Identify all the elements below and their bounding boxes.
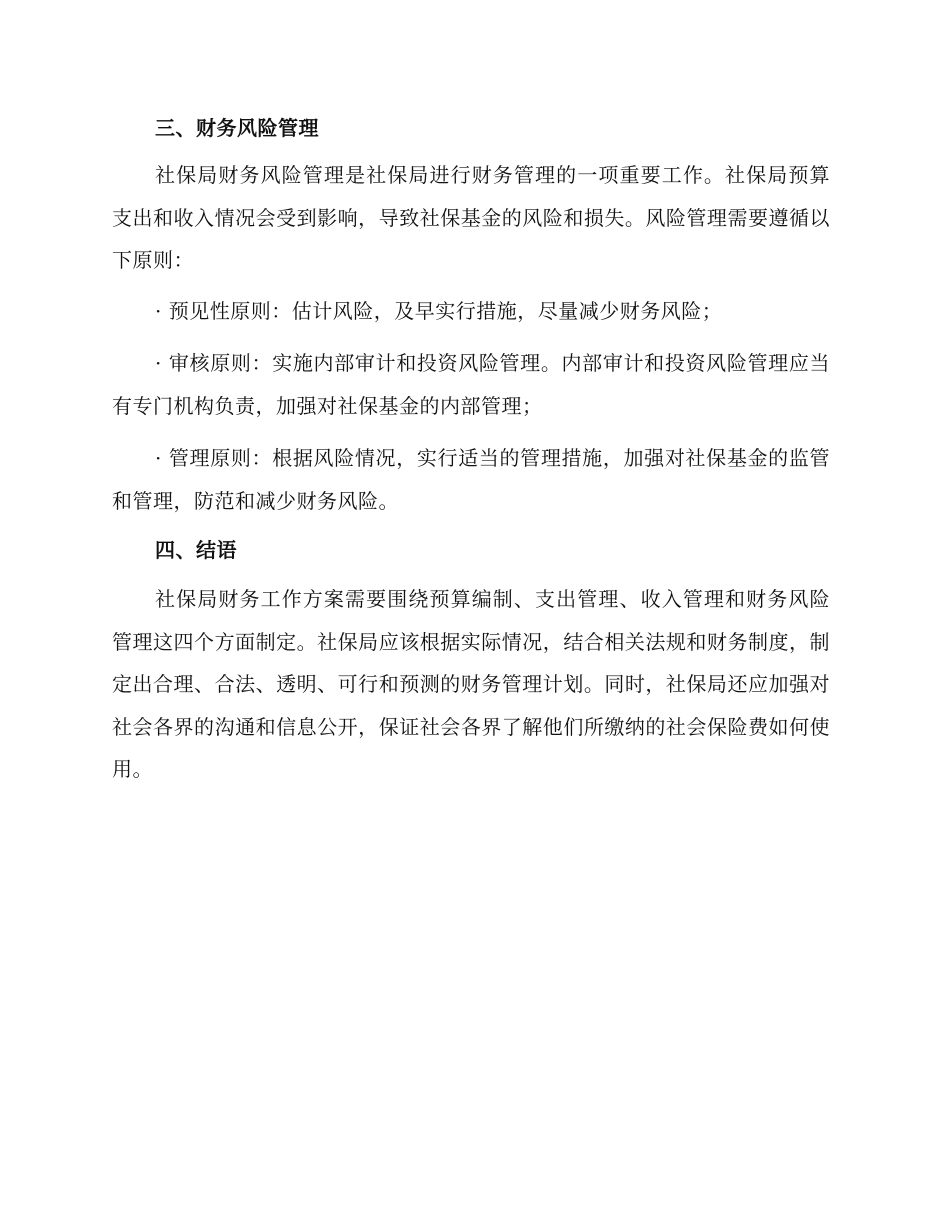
- section-3-intro-paragraph: 社保局财务风险管理是社保局进行财务管理的一项重要工作。社保局预算支出和收入情况会受到影响，导致社保基金的风险和损失。风险管理需要遵循以下原则：: [112, 163, 830, 272]
- section-4-heading: 四、结语: [155, 538, 237, 562]
- conclusion-paragraph: 社保局财务工作方案需要围绕预算编制、支出管理、收入管理和财务风险管理这四个方面制定。社保局应该根据实际情况，结合相关法规和财务制度，制定出合理、合法、透明、可行和预测的财务管理计划。同时，社保局还应加强对社会各界的沟通和信息公开，保证社会各界了解他们所缴纳的社会保险费如何使用。: [112, 587, 830, 781]
- document-page: [112, 108, 830, 791]
- section-3-heading: 三、财务风险管理: [155, 116, 319, 140]
- principle-audit-item: · 审核原则：实施内部审计和投资风险管理。内部审计和投资风险管理应当有专门机构负责，加强对社保基金的内部管理；: [112, 351, 830, 418]
- principle-management-item: · 管理原则：根据风险情况，实行适当的管理措施，加强对社保基金的监管和管理，防范和减少财务风险。: [112, 446, 830, 513]
- principle-foresight-item: · 预见性原则：估计风险，及早实行措施，尽量减少财务风险；: [155, 298, 723, 323]
